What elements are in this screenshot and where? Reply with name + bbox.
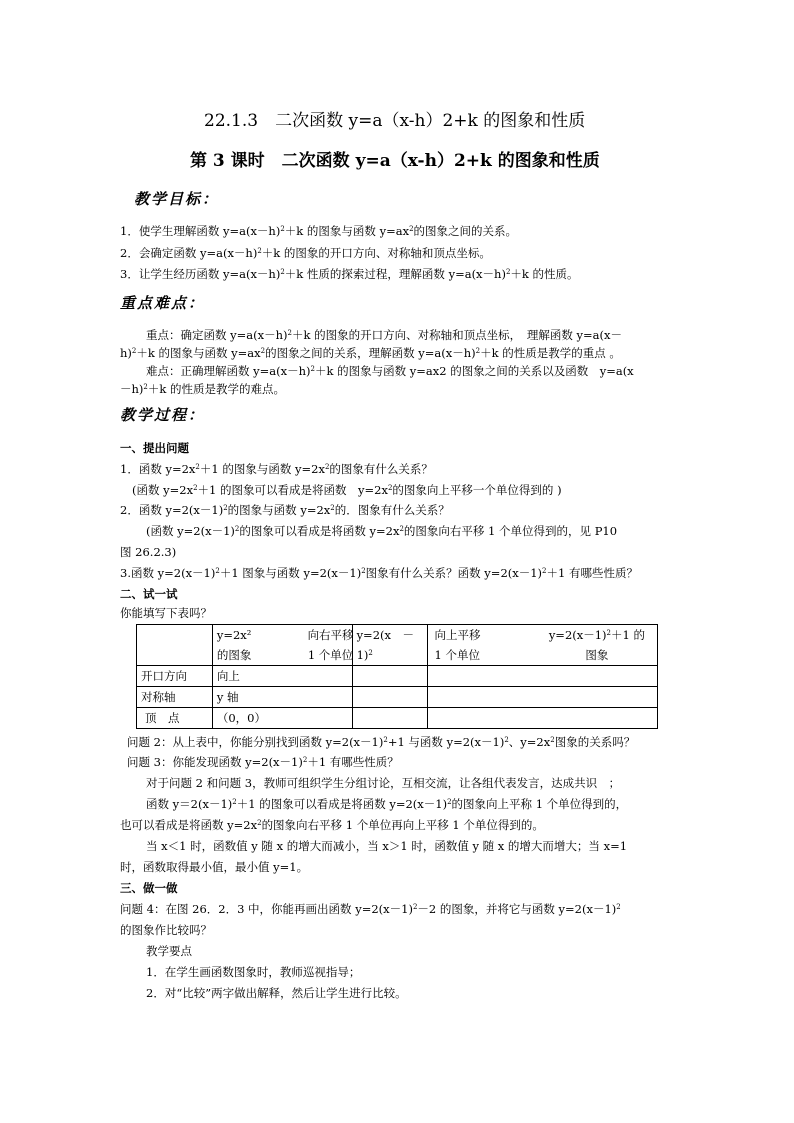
header-shift-up-a: 向上平移 (434, 628, 481, 642)
part2-note-3: 也可以看成是将函数 $y=2x^2$的图象向右平移 1 个单位再向上平移 1 个单位得到的。 (120, 818, 544, 832)
table-cell (352, 687, 428, 708)
goal-1: 1．使学生理解函数 $y=a(x-h)^2+k$ 的图象与函数 $y=ax^2$的图象之间的关系。 (120, 224, 518, 238)
process-heading: 教学过程： (120, 406, 206, 424)
keypoints-heading: 重点难点： (120, 294, 206, 312)
part2-note-4: 当 x＜1 时，函数值 y 随 x 的增大而减小，当 x＞1 时，函数值 y 随 x 的增大而增大；当 x=1 (146, 839, 628, 853)
question-3: 问题 3：你能发现函数 $y=2(x-1)^2+1$ 有哪些性质？ (127, 755, 399, 769)
part1-line-5: 图 26.2.3) (120, 545, 177, 559)
table-cell (428, 687, 658, 708)
goal-3: 3．让学生经历函数 $y=a(x-h)^2+k$ 性质的探索过程，理解函数 $y=a(x-h)^2+k$ 的性质。 (120, 267, 579, 281)
table-header-row (137, 625, 658, 666)
table-cell: 向上 (212, 666, 352, 687)
keypoint-line-2: h)$^2$＋k 的图象与函数 $y=ax^2$的图象之间的关系，理解函数 $y=a(x-h)^2+k$ 的性质是教学的重点 。 (120, 346, 621, 360)
header-c3-b: 图象 (585, 648, 609, 662)
part1-line-2: (函数 $y=2x^2+1$ 的图象可以看成是将函数 $y=2x^2$的图象向上平移一个单位得到的 ) (132, 483, 562, 497)
question-4-cont: 的图象作比较吗？ (120, 923, 212, 937)
part2-note-5: 时，函数取得最小值，最小值 y=1。 (120, 860, 309, 874)
part1-line-6: 3.函数 $y=2(x-1)^2+1$ 图象与函数 $y=2(x-1)^2$图象有什么关系？函数 $y=2(x-1)^2+1$ 有哪些性质？ (120, 566, 638, 580)
teaching-points-heading: 教学要点 (146, 944, 192, 958)
part1-line-3: 2．函数 $y=2(x-1)^2$的图象与函数 $y=2x^2$的．图象有什么关系？ (120, 503, 450, 517)
part2-note-1: 对于问题 2 和问题 3，教师可组织学生分组讨论，互相交流，让各组代表发言，达成共识 ； (146, 776, 621, 790)
table-cell: y 轴 (212, 687, 352, 708)
table-row-label: 顶 点 (137, 708, 213, 729)
header-shift-right-a: 向右平移 (307, 628, 354, 642)
question-4: 问题 4：在图 26．2．3 中，你能再画出函数 $y=2(x-1)^2-2$ 的图象，并将它与函数 $y=2(x-1)^2$ (120, 902, 621, 916)
keypoint-line-3: 难点：正确理解函数 $y=a(x-h)^2+k$ 的图象与函数 y=ax2 的图象之间的关系以及函数 y=a(x (146, 364, 634, 378)
table-row (137, 666, 658, 687)
table-corner-cell (137, 625, 213, 666)
part1-line-1: 1．函数 $y=2x^2+1$ 的图象与函数 $y=2x^2$的图象有什么关系？ (120, 462, 433, 476)
part2-intro: 你能填写下表吗？ (120, 606, 212, 620)
table-row-label: 对称轴 (137, 687, 213, 708)
keypoint-line-4: －h)$^2$＋k 的性质是教学的难点。 (120, 382, 285, 396)
table-row (137, 687, 658, 708)
table-cell (428, 708, 658, 729)
header-c1-b: 的图象 (216, 648, 252, 662)
lesson-subtitle: 第 3 课时 二次函数 y=a（x-h）2+k 的图象和性质 (190, 151, 600, 171)
part1-heading: 一、提出问题 (120, 441, 189, 455)
header-c1-a: y=2x² (216, 628, 252, 642)
table-cell (352, 708, 428, 729)
table-row (137, 708, 658, 729)
goal-2: 2．会确定函数 $y=a(x-h)^2+k$ 的图象的开口方向、对称轴和顶点坐标。 (120, 246, 491, 260)
table-cell: （0，0） (212, 708, 352, 729)
header-c3-a: $y=2(x-1)^2+1$ 的 (548, 628, 645, 642)
teaching-point-1: 1．在学生画函数图象时，教师巡视指导； (146, 965, 361, 979)
header-c2-a: y=2(x － (356, 628, 414, 642)
goals-heading: 教学目标： (134, 190, 220, 208)
lesson-title: 22.1.3 二次函数 y=a（x-h）2+k 的图象和性质 (204, 111, 586, 131)
header-shift-right-b: 1 个单位 (307, 648, 354, 662)
properties-table (136, 624, 658, 729)
header-shift-up-b: 1 个单位 (434, 648, 480, 662)
table-row-label: 开口方向 (137, 666, 213, 687)
part2-heading: 二、试一试 (120, 587, 178, 601)
question-2: 问题 2：从上表中，你能分别找到函数 $y=2(x-1)^2+1$ 与函数 $y=2(x-1)^2$、$y=2x^2$图象的关系吗？ (127, 735, 636, 749)
teaching-point-2: 2．对“比较”两字做出解释，然后让学生进行比较。 (146, 986, 407, 1000)
part2-note-2: 函数 $y=2(x-1)^2+1$ 的图象可以看成是将函数 $y=2(x-1)^2$的图象向上平称 1 个单位得到的， (146, 797, 628, 811)
table-cell (428, 666, 658, 687)
keypoint-line-1: 重点：确定函数 $y=a(x-h)^2+k$ 的图象的开口方向、对称轴和顶点坐标， 理解函数 y=a(x－ (146, 328, 622, 342)
header-c2-b: 1)$^2$ (356, 648, 373, 662)
part3-heading: 三、做一做 (120, 881, 178, 895)
table-cell (352, 666, 428, 687)
part1-line-4: (函数 $y=2(x-1)^2$的图象可以看成是将函数 $y=2x^2$的图象向右平移 1 个单位得到的，见 P10 (146, 524, 618, 538)
